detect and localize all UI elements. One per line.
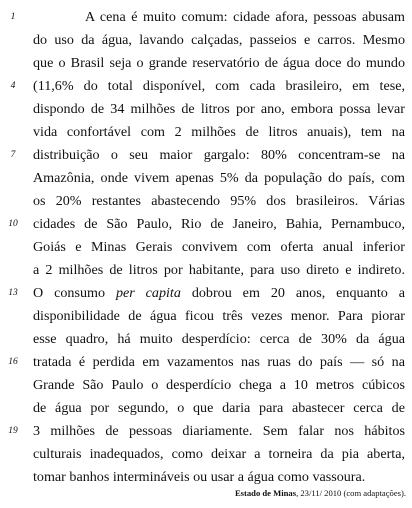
paragraph-line: de água por segundo, o que daria para abastecer cerca de xyxy=(33,400,405,416)
paragraph-line: culturais inadequados, como deixar a torneira da pia aberta, xyxy=(33,446,405,462)
paragraph-line xyxy=(33,282,405,305)
source-publication: Estado de Minas xyxy=(234,488,297,498)
line-number: 16 xyxy=(8,357,18,367)
paragraph-line: do uso da água, lavando calçadas, passeios e carros. Mesmo xyxy=(33,32,405,48)
paragraph-line: tratada é perdida em vazamentos nas ruas do país — só na xyxy=(33,354,405,370)
italic-term: per capita xyxy=(115,285,181,301)
line-number: 1 xyxy=(10,12,16,22)
paragraph-line: 3 milhões de pessoas diariamente. Sem falar nos hábitos xyxy=(33,423,405,439)
paragraph-line: tomar banhos intermináveis ou usar a água como vassoura. xyxy=(33,469,366,485)
paragraph-line: disponibilidade de água ficou três vezes menor. Para piorar xyxy=(33,308,405,324)
line-number: 13 xyxy=(8,288,18,298)
paragraph-line: (11,6% do total disponível, com cada brasileiro, em tese, xyxy=(33,78,405,94)
paragraph-line: os 20% restantes abastecendo 95% dos brasileiros. Várias xyxy=(33,193,405,209)
paragraph-line: distribuição o seu maior gargalo: 80% concentram-se na xyxy=(33,147,405,163)
line-text: O consumo xyxy=(33,285,105,301)
line-number: 10 xyxy=(8,219,18,229)
source-details: , 23/11/ 2010 (com adaptações). xyxy=(296,488,406,498)
line-number: 7 xyxy=(10,150,16,160)
paragraph-line: esse quadro, há muito desperdício: cerca de 30% da água xyxy=(33,331,405,347)
line-number: 4 xyxy=(10,81,16,91)
paragraph-line: A cena é muito comum: cidade afora, pessoas abusam xyxy=(85,9,405,25)
paragraph-line: que o Brasil seja o grande reservatório de água doce do mundo xyxy=(33,55,405,71)
paragraph-line: Goiás e Minas Gerais convivem com oferta anual inferior xyxy=(33,239,405,255)
paragraph-line: Grande São Paulo o desperdício chega a 10 metros cúbicos xyxy=(33,377,405,393)
source-citation xyxy=(235,487,406,499)
paragraph-line: cidades de São Paulo, Rio de Janeiro, Bahia, Pernambuco, xyxy=(33,216,405,232)
line-text: dobrou em 20 anos, enquanto a xyxy=(191,285,405,301)
paragraph-line: a 2 milhões de litros por habitante, para uso direto e indireto. xyxy=(33,262,405,278)
line-number: 19 xyxy=(8,426,18,436)
paragraph-line: dispondo de 34 milhões de litros por ano, embora possa levar xyxy=(33,101,405,117)
paragraph-line: vida confortável com 2 milhões de litros anuais), tem na xyxy=(33,124,405,140)
paragraph-line: Amazônia, onde vivem apenas 5% da população do país, com xyxy=(33,170,405,186)
